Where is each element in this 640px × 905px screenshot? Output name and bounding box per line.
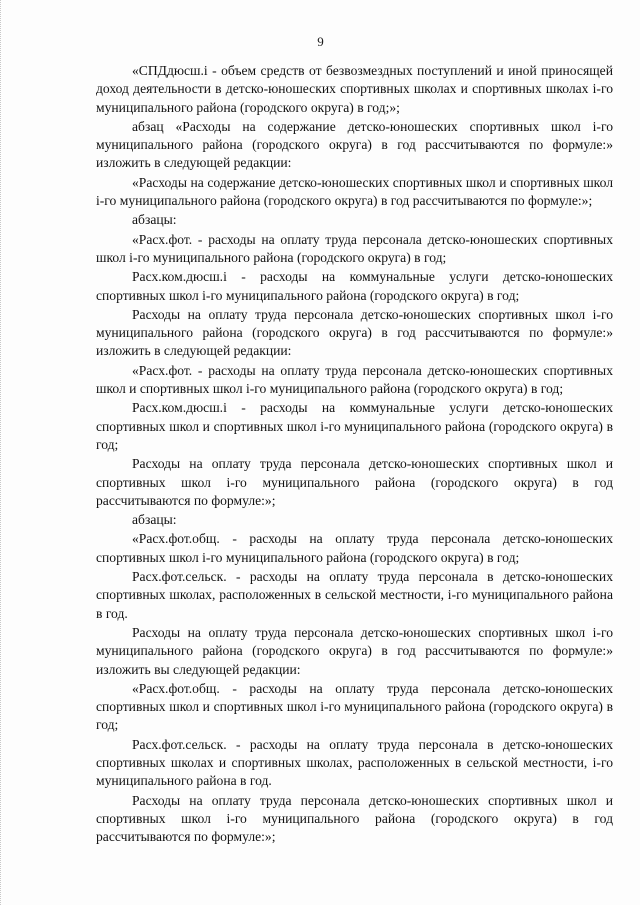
paragraph: Расходы на оплату труда персонала детско-юношеских спортивных школ i-го муниципального района (городского округа) в год рассчитываются по формуле:» изложить вы следующей редакции: xyxy=(96,624,613,677)
document-body xyxy=(96,62,613,846)
paragraph: Расх.ком.дюсш.i - расходы на коммунальные услуги детско-юношеских спортивных школ i-го муниципального района (городского округа) в год; xyxy=(96,269,613,303)
paragraph: Расх.фот.сельск. - расходы на оплату труда персонала в детско-юношеских спортивных школах и спортивных школах, расположенных в сельской местности, i-го муниципального района в год. xyxy=(96,736,613,789)
paragraph: «Расходы на содержание детско-юношеских спортивных школ и спортивных школ i-го муниципального района (городского округа) в год рассчитываются по формуле:»; xyxy=(96,174,613,209)
paragraph: Расх.ком.дюсш.i - расходы на коммунальные услуги детско-юношеских спортивных школ и спортивных школ i-го муниципального района (городского округа) в год; xyxy=(96,400,613,452)
paragraph: Расх.фот.сельск. - расходы на оплату труда персонала в детско-юношеских спортивных школах, расположенных в сельской местности, i-го муниципального района в год. xyxy=(96,569,613,621)
paragraph: «Расх.фот. - расходы на оплату труда персонала детско-юношеских спортивных школ i-го муниципального района (городского округа) в год; xyxy=(96,231,613,265)
paragraph: «СПДдюсш.i - объем средств от безвозмездных поступлений и иной приносящей доход деятельности в детско-юношеских спортивных школах и спортивных школах i-го муниципального района (городского округа) в год;»; xyxy=(96,63,613,115)
paragraph: Расходы на оплату труда персонала детско-юношеских спортивных школ i-го муниципального района (городского округа) в год рассчитываются по формуле:» изложить в следующей редакции: xyxy=(96,306,613,359)
paragraph: абзац «Расходы на содержание детско-юношеских спортивных школ i-го муниципального района (городского округа) в год рассчитываются по формуле:» изложить в следующей редакции: xyxy=(96,118,613,171)
paragraph: абзацы: xyxy=(132,212,177,228)
paragraph: Расходы на оплату труда персонала детско-юношеских спортивных школ и спортивных школ i-го муниципального района (городского округа) в год рассчитываются по формуле:»; xyxy=(96,792,613,845)
paragraph: Расходы на оплату труда персонала детско-юношеских спортивных школ и спортивных школ i-го муниципального района (городского округа) в год рассчитываются по формуле:»; xyxy=(96,456,613,508)
paragraph: «Расх.фот.общ. - расходы на оплату труда персонала детско-юношеских спортивных школ i-го муниципального района (городского округа) в год; xyxy=(96,531,613,565)
page-number: 9 xyxy=(317,34,324,49)
paragraph: абзацы: xyxy=(132,512,177,528)
paragraph: «Расх.фот. - расходы на оплату труда персонала детско-юношеских спортивных школ и спортивных школ i-го муниципального района (городского округа) в год; xyxy=(96,362,613,397)
paragraph: «Расх.фот.общ. - расходы на оплату труда персонала детско-юношеских спортивных школ и спортивных школ i-го муниципального района (городского округа) в год; xyxy=(96,680,613,733)
